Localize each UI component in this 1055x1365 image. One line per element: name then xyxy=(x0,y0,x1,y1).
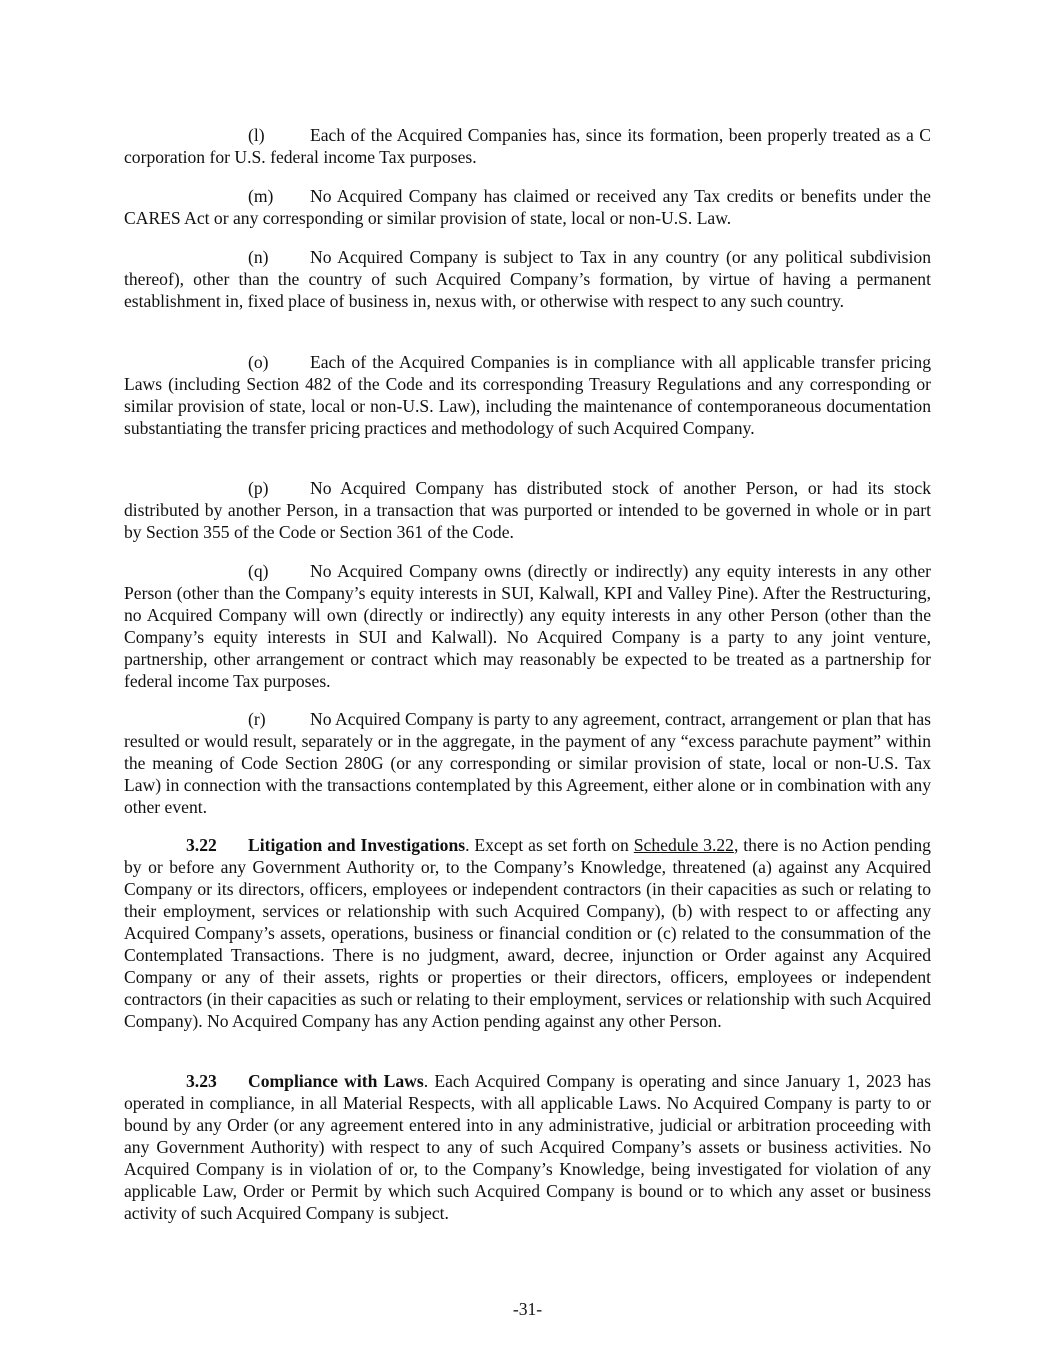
section-text: . Each Acquired Company is operating and since January 1, 2023 has operated in compliance, in all Material Respects, with all applicable Laws. No Acquired Company is party to or bound by any Order (or any agreement entered into in any administrative, judicial or arbitration proceeding with any Government Authority) with respect to any of such Acquired Company’s assets or business activities. No Acquired Company is in violation of or, to the Company’s Knowledge, being investigated for violation of any applicable Law, Order or Permit by which such Acquired Company is bound or to which any asset or business activity of such Acquired Company is subject. xyxy=(124,1071,931,1223)
paragraph-text: Each of the Acquired Companies has, since its formation, been properly treated as a C corporation for U.S. federal income Tax purposes. xyxy=(124,125,931,167)
paragraph-text: Each of the Acquired Companies is in compliance with all applicable transfer pricing Laws (including Section 482 of the Code and its corresponding Treasury Regulations and any corresponding or similar provision of state, local or non-U.S. Law), including the maintenance of contemporaneous documentation substantiating the transfer pricing practices and methodology of such Acquired Company. xyxy=(124,352,931,438)
paragraph-text: No Acquired Company has distributed stock of another Person, or had its stock distributed by another Person, in a transaction that was purported or intended to be governed in whole or in part by Section 355 of the Code or Section 361 of the Code. xyxy=(124,478,931,542)
paragraph-p xyxy=(124,477,931,543)
paragraph-q xyxy=(124,560,931,692)
paragraph-label: (m) xyxy=(248,186,274,206)
paragraph-text: No Acquired Company is subject to Tax in any country (or any political subdivision thereof), other than the country of such Acquired Company’s formation, by virtue of having a permanent establishment in, fixed place of business in, nexus with, or otherwise with respect to any such country. xyxy=(124,247,931,311)
paragraph-label: (q) xyxy=(248,561,269,581)
paragraph-text: No Acquired Company is party to any agreement, contract, arrangement or plan that has resulted or would result, separately or in the aggregate, in the payment of any “excess parachute payment” within the meaning of Code Section 280G (or any corresponding or similar provision of state, local or non-U.S. Tax Law) in connection with the transactions contemplated by this Agreement, either alone or in combination with any other event. xyxy=(124,709,931,817)
schedule-reference: Schedule 3.22 xyxy=(633,835,734,855)
paragraph-text: No Acquired Company has claimed or received any Tax credits or benefits under the CARES Act or any corresponding or similar provision of state, local or non-U.S. Law. xyxy=(124,186,931,228)
paragraph-n xyxy=(124,246,931,312)
section-number: 3.22 xyxy=(186,835,217,855)
section-heading: Compliance with Laws xyxy=(248,1071,424,1091)
paragraph-r xyxy=(124,708,931,818)
page-number: -31- xyxy=(512,1299,543,1319)
section-number: 3.23 xyxy=(186,1071,217,1091)
section-heading: Litigation and Investigations xyxy=(248,835,466,855)
section-3-23 xyxy=(124,1070,931,1224)
section-3-22 xyxy=(124,834,931,1032)
paragraph-o xyxy=(124,351,931,439)
paragraph-label: (n) xyxy=(248,247,269,267)
paragraph-text: No Acquired Company owns (directly or indirectly) any equity interests in any other Person (other than the Company’s equity interests in SUI, Kalwall, KPI and Valley Pine). After the Restructuring, no Acquired Company will own (directly or indirectly) any equity interests in any other Person (other than the Company’s equity interests in SUI and Kalwall). No Acquired Company is a party to any joint venture, partnership, other arrangement or contract which may reasonably be expected to be treated as a partnership for federal income Tax purposes. xyxy=(124,561,931,691)
section-text-intro: . Except as set forth on xyxy=(465,835,634,855)
paragraph-l xyxy=(124,124,931,168)
paragraph-label: (l) xyxy=(248,125,265,145)
paragraph-label: (o) xyxy=(248,352,269,372)
section-text: , there is no Action pending by or before any Government Authority or, to the Company’s Knowledge, threatened (a) against any Acquired Company or its directors, officers, employees or independent contractors (in their capacities as such or relating to their employment, services or relationship with such Acquired Company), (b) with respect to or affecting any Acquired Company’s assets, operations, business or financial condition or (c) related to the consummation of the Contemplated Transactions. There is no judgment, award, decree, injunction or Order against any Acquired Company or any of their assets, rights or properties or their directors, officers, employees or independent contractors (in their capacities as such or relating to their employment, services or relationship with such Acquired Company). No Acquired Company has any Action pending against any other Person. xyxy=(124,835,931,1031)
paragraph-m xyxy=(124,185,931,229)
paragraph-label: (r) xyxy=(248,709,266,729)
paragraph-label: (p) xyxy=(248,478,269,498)
